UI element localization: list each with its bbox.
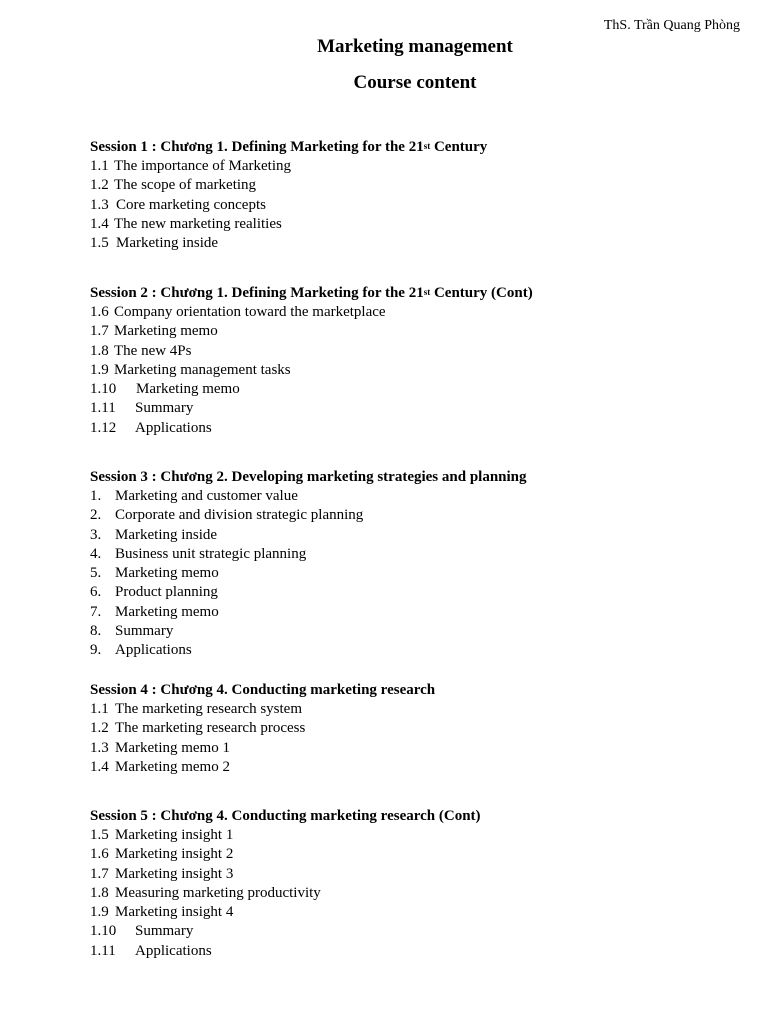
item-number: 1.7 [90,865,109,882]
list-item [90,583,750,602]
item-number: 1.9 [90,904,109,921]
topic-list [90,157,750,253]
list-item [90,942,750,961]
session-heading [90,468,750,487]
item-number: 2. [90,507,102,524]
item-number: 1.11 [90,942,116,959]
item-number: 9. [90,642,102,659]
heading-text: Session 1 : Chương 1. Defining Marketing for the 21 [90,139,424,155]
item-number: 1.8 [90,884,109,901]
item-text: Marketing insight 1 [115,827,234,843]
item-number: 1.8 [90,342,109,359]
item-text: Summary [115,623,174,640]
list-item [90,322,750,341]
list-item [90,903,750,922]
heading-text: Session 3 : Chương 2. Developing marketing strategies and planning [90,469,527,485]
session-heading [90,284,750,303]
list-item [90,419,750,438]
item-text: Applications [135,942,212,959]
item-number: 4. [90,545,102,562]
item-number: 1.2 [90,720,109,737]
item-number: 1.7 [90,323,109,340]
item-text: Marketing memo [115,603,219,620]
item-number: 1.6 [90,846,109,863]
item-text: Marketing insight 3 [115,865,234,882]
author-name: ThS. Trần Quang Phòng [603,18,740,33]
item-text: Marketing memo [114,323,218,340]
item-text: Corporate and division strategic planning [115,507,364,524]
list-item [90,487,750,506]
list-item [90,361,750,380]
item-number: 1. [90,488,102,504]
item-number: 3. [90,526,102,543]
list-item [90,884,750,903]
item-text: Marketing memo [115,565,219,582]
topic-list [90,700,750,777]
list-item [90,545,750,564]
item-text: Measuring marketing productivity [115,884,321,901]
session-2 [90,284,750,438]
list-item [90,922,750,941]
item-number: 1.2 [90,177,109,194]
item-number: 1.4 [90,758,109,775]
list-item [90,215,750,234]
item-text: Summary [135,400,194,417]
item-number: 1.10 [90,381,117,398]
session-heading [90,807,750,826]
list-item [90,196,750,215]
list-item [90,845,750,864]
item-number: 1.5 [90,235,109,252]
session-heading [90,681,750,700]
list-item [90,719,750,738]
heading-superscript: st [423,287,431,297]
document-subtitle: Course content [353,72,477,93]
topic-list [90,303,750,438]
list-item [90,176,750,195]
list-item [90,700,750,719]
item-text: Marketing memo 1 [115,739,230,756]
item-number: 1.3 [90,196,109,213]
item-number: 1.6 [90,304,109,320]
item-text: The new marketing realities [114,215,282,232]
item-text: Marketing insight 2 [115,846,234,863]
item-number: 1.5 [90,827,109,843]
item-text: Core marketing concepts [116,196,266,213]
list-item [90,380,750,399]
heading-text: Session 2 : Chương 1. Defining Marketing for the 21 [90,285,424,301]
item-text: The marketing research system [115,701,303,717]
session-3 [90,468,750,661]
item-text: Marketing memo [136,381,240,398]
item-number: 1.3 [90,739,109,756]
list-item [90,526,750,545]
list-item [90,865,750,884]
list-item [90,234,750,253]
list-item [90,399,750,418]
heading-text: Session 5 : Chương 4. Conducting marketing research (Cont) [90,808,481,824]
list-item [90,641,750,660]
list-item [90,603,750,622]
heading-text-end: Century [430,139,488,155]
item-text: Company orientation toward the marketplace [114,304,386,320]
item-text: The new 4Ps [114,342,192,359]
item-number: 1.11 [90,400,116,417]
heading-text: Session 4 : Chương 4. Conducting marketing research [90,682,436,698]
item-text: Applications [115,642,192,659]
list-item [90,564,750,583]
list-item [90,506,750,525]
item-text: Marketing management tasks [114,361,291,378]
item-text: Marketing insight 4 [115,904,234,921]
item-text: The importance of Marketing [114,158,292,174]
item-number: 7. [90,603,102,620]
item-text: Marketing inside [116,235,219,252]
item-text: Business unit strategic planning [115,545,307,562]
item-number: 5. [90,565,102,582]
item-text: Product planning [115,584,218,601]
item-number: 1.9 [90,361,109,378]
list-item [90,739,750,758]
topic-list [90,826,750,961]
list-item [90,303,750,322]
item-text: Applications [135,419,212,436]
heading-text-end: Century (Cont) [430,285,533,301]
session-4 [90,681,750,777]
item-number: 1.1 [90,158,109,174]
list-item [90,826,750,845]
document-title: Marketing management [317,36,513,57]
item-number: 6. [90,584,102,601]
list-item [90,342,750,361]
item-number: 1.10 [90,923,117,940]
session-5 [90,807,750,961]
item-number: 1.12 [90,419,117,436]
item-number: 1.1 [90,701,109,717]
session-1 [90,138,750,253]
item-number: 1.4 [90,215,109,232]
item-text: Summary [135,923,194,940]
list-item [90,622,750,641]
heading-superscript: st [423,141,431,151]
item-text: The marketing research process [115,720,306,737]
item-number: 8. [90,623,102,640]
item-text: Marketing and customer value [115,488,298,504]
topic-list [90,487,750,661]
item-text: The scope of marketing [114,177,257,194]
list-item [90,758,750,777]
list-item [90,157,750,176]
item-text: Marketing memo 2 [115,758,230,775]
item-text: Marketing inside [115,526,218,543]
session-heading [90,138,750,157]
